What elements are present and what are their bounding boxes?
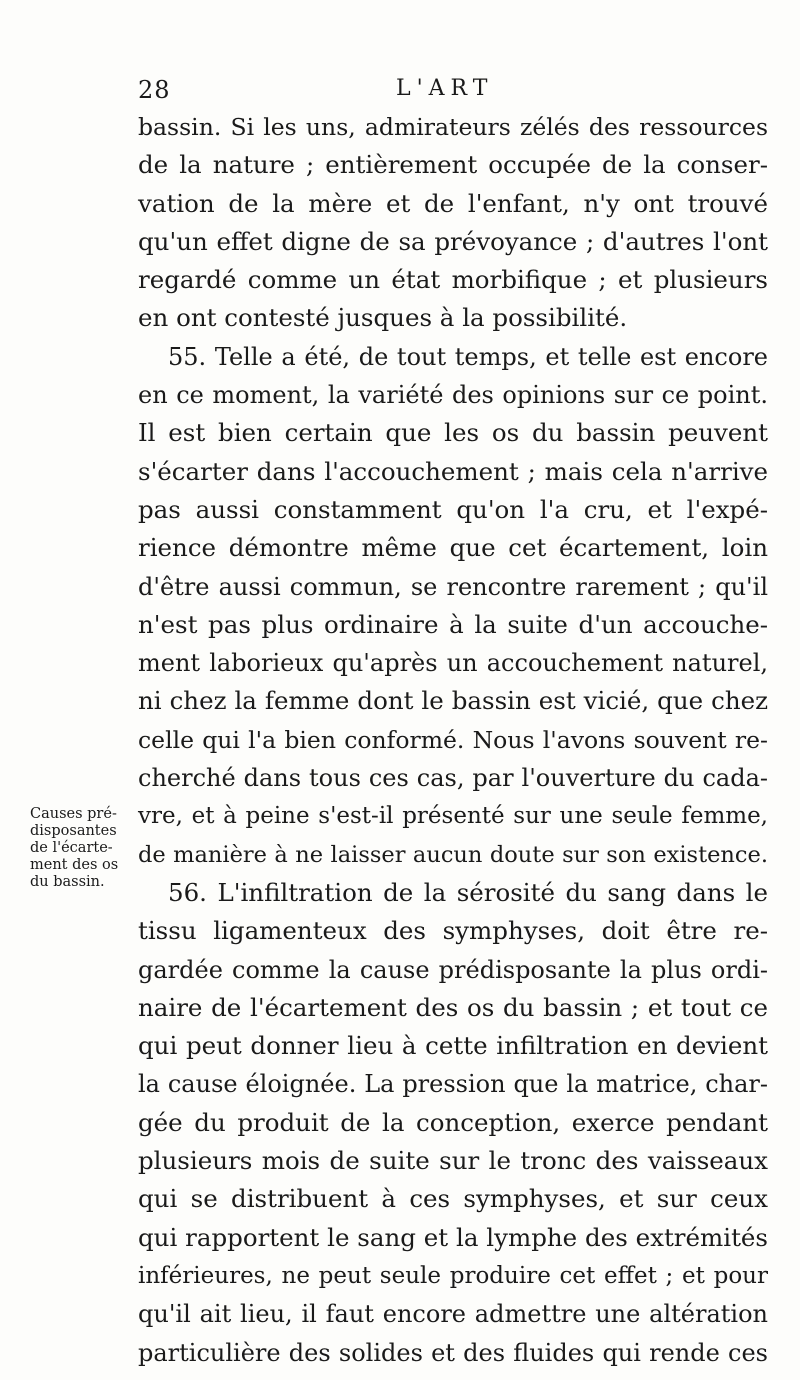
- paragraph-56-start: 56. L'infiltration de la sérosité du sang dans le: [168, 877, 768, 907]
- margin-note: [30, 806, 140, 891]
- text-line: naire de l'écartement des os du bassin ; et tout ce: [138, 992, 768, 1022]
- text-line: en ont contesté jusques à la possibilité.: [138, 303, 628, 333]
- page-number: 28: [138, 76, 171, 104]
- text-line: pas aussi constamment qu'on l'a cru, et l'expé-: [138, 494, 768, 524]
- text-line: Il est bien certain que les os du bassin peuvent: [138, 418, 768, 448]
- margin-note-line: ment des os: [30, 857, 119, 873]
- margin-note-line: du bassin.: [30, 874, 105, 890]
- text-line: de manière à ne laisser aucun doute sur son existence.: [138, 841, 768, 868]
- text-line: plusieurs mois de suite sur le tronc des vaisseaux: [138, 1146, 768, 1176]
- text-line: ment laborieux qu'après un accouchement naturel,: [138, 649, 768, 678]
- text-line: gée du produit de la conception, exerce pendant: [138, 1107, 768, 1137]
- text-line: qu'il ait lieu, il faut encore admettre une altération: [138, 1300, 768, 1329]
- paragraph-55-start: 55. Telle a été, de tout temps, et telle est encore: [168, 342, 768, 371]
- text-line: celle qui l'a bien conformé. Nous l'avons souvent re-: [138, 725, 768, 754]
- text-line: vre, et à peine s'est-il présenté sur une seule femme,: [138, 803, 768, 830]
- text-line: particulière des solides et des fluides qui rende ces: [138, 1338, 768, 1367]
- text-line: gardée comme la cause prédisposante la plus ordi-: [138, 955, 768, 984]
- running-head: L'ART: [396, 76, 494, 101]
- text-line: n'est pas plus ordinaire à la suite d'un accouche-: [138, 609, 768, 639]
- text-line: d'être aussi commun, se rencontre rarement ; qu'il: [138, 572, 768, 601]
- body-text: [138, 108, 768, 1372]
- margin-note-line: de l'écarte-: [30, 840, 113, 856]
- text-line: qui rapportent le sang et la lymphe des extrémités: [138, 1222, 768, 1252]
- page-header: [138, 76, 758, 106]
- text-line: s'écarter dans l'accouchement ; mais cela n'arrive: [138, 456, 768, 486]
- margin-note-line: disposantes: [30, 823, 117, 839]
- text-line: ni chez la femme dont le bassin est vicié, que chez: [138, 686, 768, 716]
- text-line: qui peut donner lieu à cette infiltration en devient: [138, 1031, 768, 1061]
- text-line: qui se distribuent à ces symphyses, et sur ceux: [138, 1184, 768, 1214]
- text-line: bassin. Si les uns, admirateurs zélés des ressources: [138, 113, 768, 141]
- text-line: la cause éloignée. La pression que la matrice, char-: [138, 1070, 768, 1099]
- text-line: rience démontre même que cet écartement, loin: [138, 533, 768, 563]
- text-line: tissu ligamenteux des symphyses, doit être re-: [138, 916, 768, 946]
- text-line: vation de la mère et de l'enfant, n'y ont trouvé: [138, 188, 768, 218]
- text-line: en ce moment, la variété des opinions sur ce point.: [138, 381, 768, 410]
- text-line: qu'un effet digne de sa prévoyance ; d'autres l'ont: [138, 226, 768, 256]
- text-line: regardé comme un état morbifique ; et plusieurs: [138, 265, 768, 295]
- margin-note-line: Causes pré-: [30, 806, 117, 822]
- text-line: cherché dans tous ces cas, par l'ouverture du cada-: [138, 764, 768, 793]
- text-line: de la nature ; entièrement occupée de la conser-: [138, 150, 768, 180]
- text-line: inférieures, ne peut seule produire cet effet ; et pour: [138, 1262, 768, 1289]
